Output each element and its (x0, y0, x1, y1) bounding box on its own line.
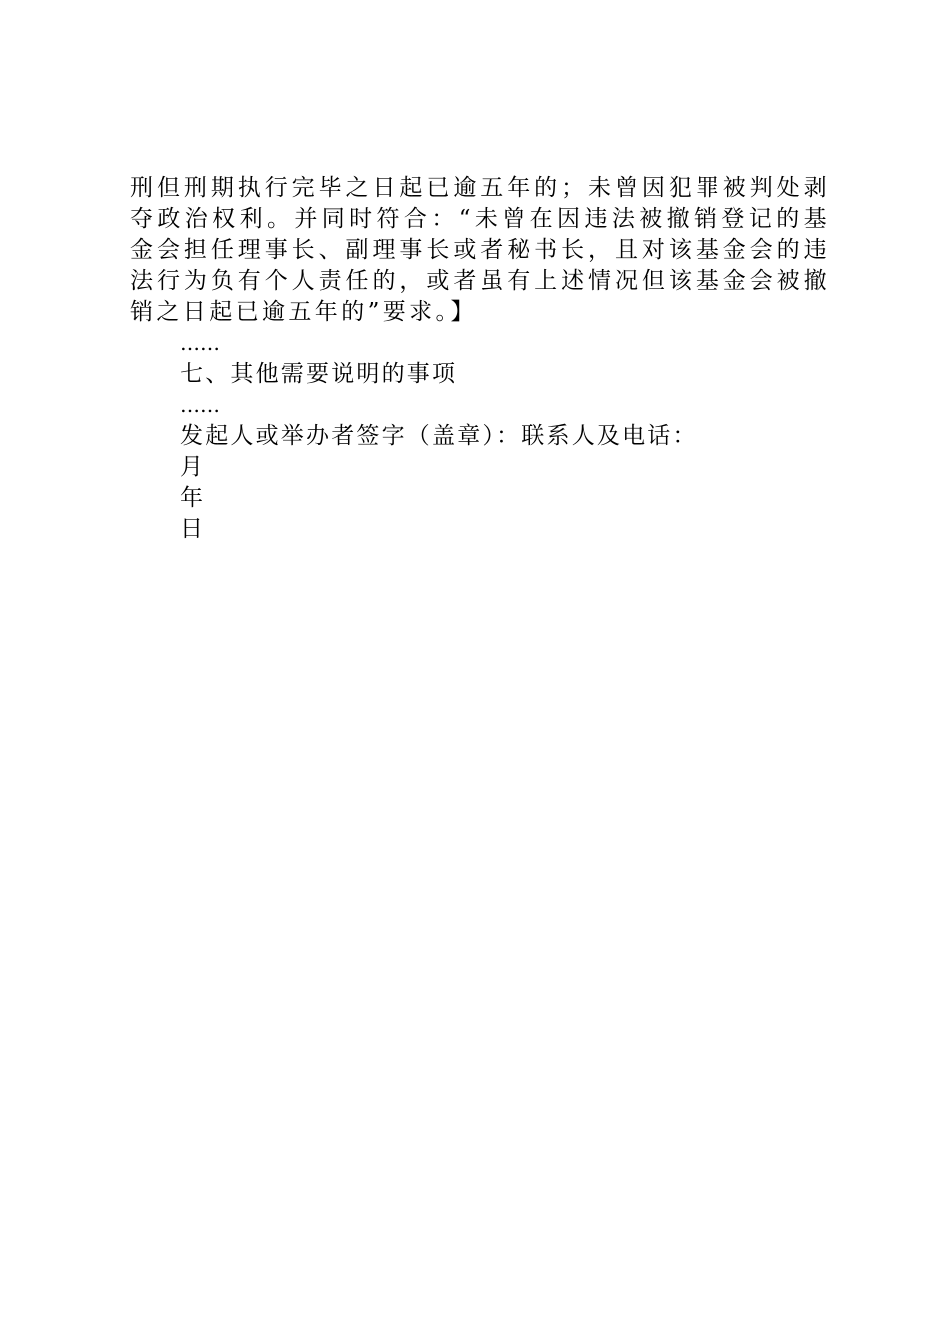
section-heading: 七、其他需要说明的事项 (180, 361, 458, 387)
ellipsis-line: …… (180, 393, 220, 417)
body-paragraph: 刑但刑期执行完毕之日起已逾五年的；未曾因犯罪被判处剥夺政治权利。并同时符合：“未曾在因违法被撤销登记的基金会担任理事长、副理事长或者秘书长，且对该基金会的违法行为负有个人责任的，或者虽有上述情况但该基金会被撤销之日起已逾五年的”要求。】 (130, 175, 830, 325)
date-day: 日 (180, 516, 206, 542)
ellipsis-line: …… (180, 331, 220, 355)
signature-line: 发起人或举办者签字（盖章）：联系人及电话： (180, 423, 698, 449)
date-month: 月 (180, 454, 206, 480)
document-body (130, 173, 830, 545)
date-year: 年 (180, 485, 206, 511)
